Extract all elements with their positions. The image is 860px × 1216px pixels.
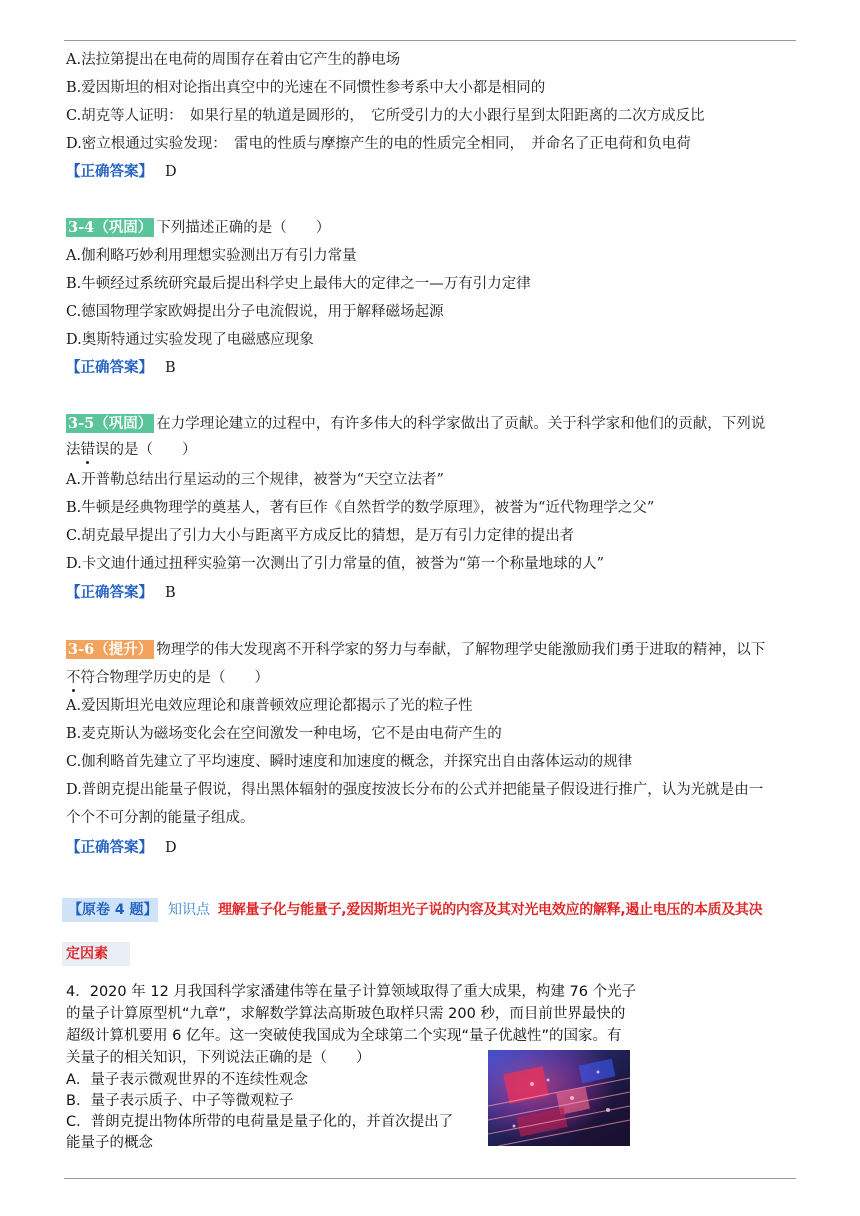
q36-option-b: B.麦克斯认为磁场变化会在空间激发一种电场，它不是由电荷产生的 — [66, 726, 502, 742]
q4-line-4: 关量子的相关知识，下列说法正确的是（ ） — [66, 1050, 371, 1066]
q36-answer — [66, 838, 177, 858]
q34-stem-line — [66, 218, 330, 238]
q35-tag: 3-5（巩固） — [68, 415, 153, 432]
q36-option-a: A.爱因斯坦光电效应理论和康普顿效应理论都揭示了光的粒子性 — [66, 698, 473, 714]
answer-value: B — [165, 360, 176, 376]
q34-option-c: C.德国物理学家欧姆提出分子电流假说，用于解释磁场起源 — [66, 304, 444, 320]
answer-value: B — [165, 585, 176, 601]
q35-stem-line2 — [66, 440, 197, 460]
q35-stem-post: 误的是（ ） — [95, 442, 197, 458]
q35-stem: 在力学理论建立的过程中，有许多伟大的科学家做出了贡献。关于科学家和他们的贡献，下列说 — [156, 416, 766, 432]
prev-option-c: C.胡克等人证明： 如果行星的轨道是圆形的， 它所受引力的大小跟行星到太阳距离的二次方成反比 — [66, 108, 705, 124]
q4-line-1: 4．2020 年 12 月我国科学家潘建伟等在量子计算领域取得了重大成果，构建 76 个光子 — [66, 984, 637, 1000]
q34-answer — [66, 358, 176, 378]
answer-label: 【正确答案】 — [66, 163, 153, 180]
q4-option-c-cont: 能量子的概念 — [66, 1135, 153, 1151]
top-rule — [64, 40, 796, 41]
prev-answer — [66, 162, 177, 182]
quantum-chip-photo — [488, 1050, 630, 1146]
q34-option-b: B.牛顿经过系统研究最后提出科学史上最伟大的定律之一—万有引力定律 — [66, 276, 531, 292]
q36-option-c: C.伽利略首先建立了平均速度、瞬时速度和加速度的概念，并探究出自由落体运动的规律 — [66, 754, 633, 770]
q34-option-a: A.伽利略巧妙利用理想实验测出万有引力常量 — [66, 248, 357, 264]
q4-option-a: A．量子表示微观世界的不连续性观念 — [66, 1072, 308, 1088]
knowledge-point-text-cont: 定因素 — [66, 946, 108, 962]
q4-option-b: B．量子表示质子、中子等微观粒子 — [66, 1093, 294, 1109]
q35-option-a: A.开普勒总结出行星运动的三个规律，被誉为“天空立法者” — [66, 472, 444, 488]
answer-value: D — [165, 840, 177, 856]
emphasis-dot-text: 错 — [80, 442, 95, 458]
knowledge-point-label: 知识点 — [168, 902, 210, 918]
orig-question-label: 【原卷 4 题】 — [68, 902, 158, 918]
answer-label: 【正确答案】 — [66, 839, 153, 856]
q35-option-b: B.牛顿是经典物理学的奠基人，著有巨作《自然哲学的数学原理》，被誉为“近代物理学之父” — [66, 500, 655, 516]
q34-option-d: D.奥斯特通过实验发现了电磁感应现象 — [66, 332, 314, 348]
answer-label: 【正确答案】 — [66, 584, 153, 601]
q35-stem-line1 — [66, 414, 765, 434]
q36-tag: 3-6（提升） — [68, 641, 153, 658]
prev-option-b: B.爱因斯坦的相对论指出真空中的光速在不同惯性参考系中大小都是相同的 — [66, 80, 546, 96]
q36-stem-line1 — [66, 640, 765, 660]
q34-stem: 下列描述正确的是（ ） — [156, 220, 331, 236]
q36-stem: 物理学的伟大发现离不开科学家的努力与奉献，了解物理学史能激励我们勇于进取的精神，以下 — [156, 642, 766, 658]
bottom-rule — [64, 1178, 796, 1179]
q4-line-2: 的量子计算原型机“九章”，求解数学算法高斯玻色取样只需 200 秒，而目前世界最快的 — [66, 1006, 626, 1022]
q36-stem-line2 — [66, 668, 269, 688]
q36-stem-post: 符合物理学历史的是（ ） — [80, 670, 269, 686]
quantum-chip-image — [488, 1050, 630, 1146]
emphasis-dot-text: 不 — [66, 670, 81, 686]
knowledge-point-text: 理解量子化与能量子,爱因斯坦光子说的内容及其对光电效应的解释,遏止电压的本质及其决 — [218, 902, 763, 918]
q35-option-d: D.卡文迪什通过扭秤实验第一次测出了引力常量的值，被誉为“第一个称量地球的人” — [66, 556, 605, 572]
q35-option-c: C.胡克最早提出了引力大小与距离平方成反比的猜想，是万有引力定律的提出者 — [66, 528, 575, 544]
prev-option-d: D.密立根通过实验发现： 雷电的性质与摩擦产生的电的性质完全相同， 并命名了正电荷和负电荷 — [66, 136, 691, 152]
q36-option-d: D.普朗克提出能量子假说，得出黑体辐射的强度按波长分布的公式并把能量子假设进行推广，认为光就是由一 — [66, 782, 764, 798]
q34-tag: 3-4（巩固） — [68, 219, 153, 236]
q35-stem-pre: 法 — [66, 442, 81, 458]
q36-option-d-cont: 个个不可分割的能量子组成。 — [66, 810, 255, 826]
q4-line-3: 超级计算机要用 6 亿年。这一突破使我国成为全球第二个实现“量子优越性”的国家。有 — [66, 1028, 622, 1044]
answer-value: D — [165, 164, 177, 180]
prev-option-a: A.法拉第提出在电荷的周围存在着由它产生的静电场 — [66, 52, 401, 68]
q4-option-c: C．普朗克提出物体所带的电荷量是量子化的，并首次提出了 — [66, 1114, 454, 1130]
answer-label: 【正确答案】 — [66, 359, 153, 376]
q35-answer — [66, 583, 176, 603]
